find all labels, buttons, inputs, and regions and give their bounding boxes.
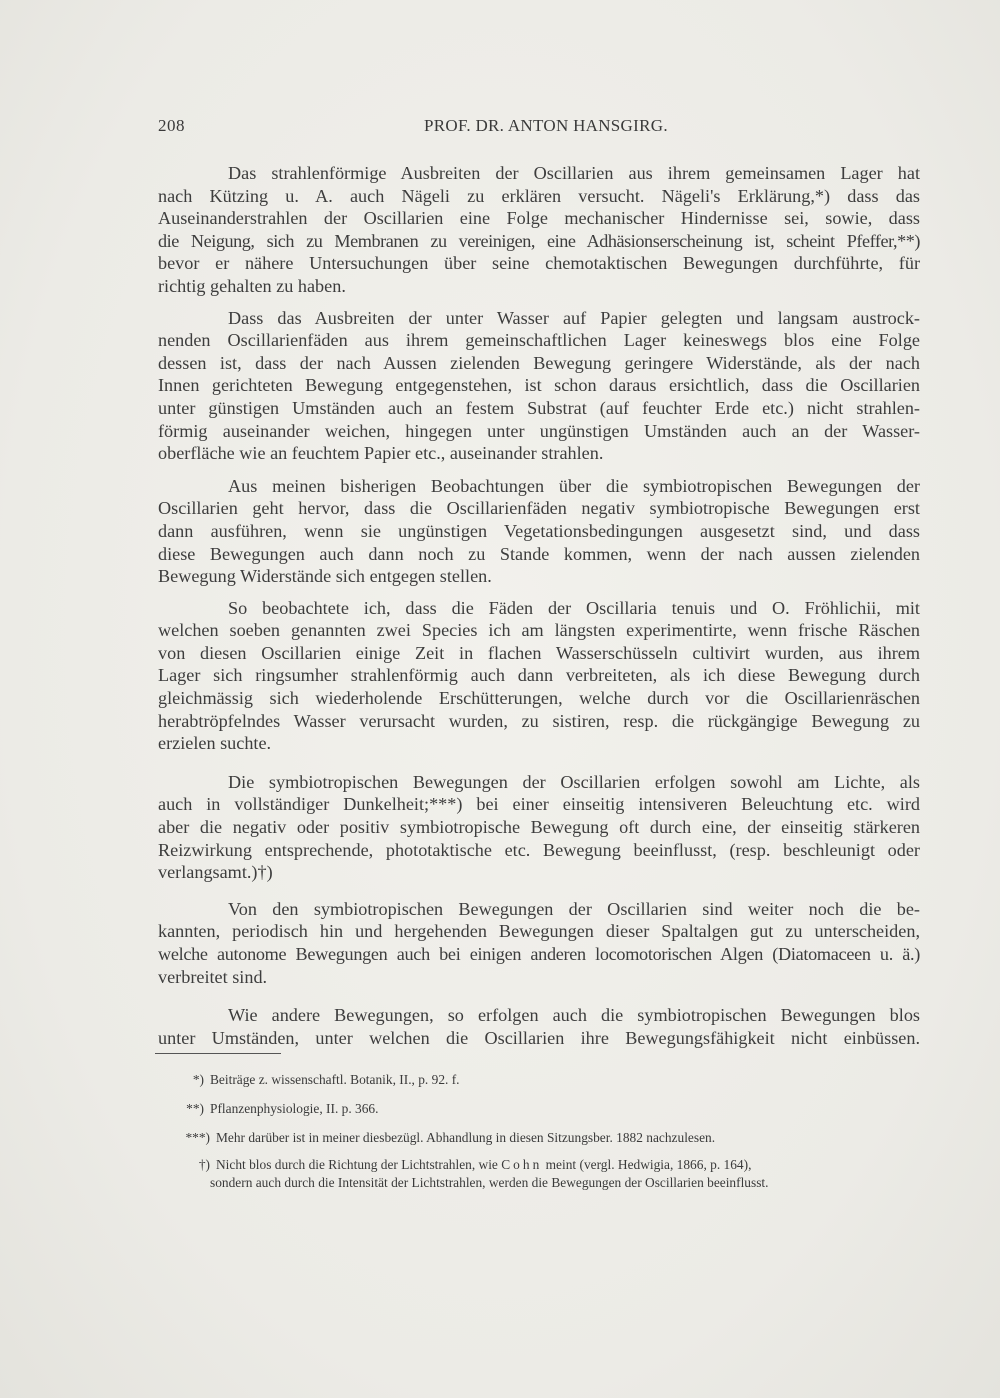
footnote-text: Beiträge z. wissenschaftl. Botanik, II., p. 92. f. (210, 1072, 460, 1087)
footnote-mark: †) (198, 1157, 210, 1172)
footnote-mark: ***) (185, 1130, 210, 1145)
text-line: verbreitet sind. (158, 966, 268, 987)
footnote-text: Pflanzenphysiologie, II. p. 366. (210, 1101, 379, 1116)
text-line: von diesen Oscillarien einige Zeit in flachen Wasserschüsseln cultivirt wurden, aus ihrem (158, 642, 920, 663)
text-line: Auseinanderstrahlen der Oscillarien eine Folge mechanischer Hindernisse sei, sowie, dass (158, 208, 920, 229)
footnote-text: Nicht blos durch die Richtung der Lichtstrahlen, wie (216, 1157, 498, 1172)
text-line: richtig gehalten zu haben. (158, 275, 346, 296)
paragraph-7 (158, 1004, 920, 1049)
text-line: herabtröpfelndes Wasser verursacht wurden, zu sistiren, resp. die rückgängige Bewegung zu (158, 710, 920, 731)
footnote (160, 1156, 920, 1192)
text-line: nenden Oscillarienfäden aus ihrem gemeinschaftlichen Lager keineswegs blos eine Folge (158, 330, 920, 351)
paragraph-3 (158, 475, 920, 588)
text-line: Bewegung Widerstände sich entgegen stellen. (158, 566, 492, 587)
text-line: erzielen suchte. (158, 733, 272, 754)
text-line: bevor er nähere Untersuchungen über seine chemotaktischen Bewegungen durchführte, für (158, 253, 920, 274)
author-name-spaced: Cohn (501, 1157, 543, 1172)
footnote-continuation: sondern auch durch die Intensität der Lichtstrahlen, werden die Bewegungen der Oscillarien beeinflusst. (210, 1175, 769, 1190)
text-line: Dass das Ausbreiten der unter Wasser auf Papier gelegten und langsam austrock- (228, 307, 920, 328)
text-line: Aus meinen bisherigen Beobachtungen über die symbiotropischen Bewegungen der (228, 475, 920, 496)
page-number: 208 (158, 116, 185, 135)
text-line: Die symbiotropischen Bewegungen der Oscillarien erfolgen sowohl am Lichte, als (228, 771, 920, 792)
text-line: verlangsamt.)†) (158, 862, 273, 883)
text-line: Innen gerichteten Bewegung entgegenstehen, ist schon daraus ersichtlich, dass die Oscillarien (158, 375, 920, 396)
text-line: förmig auseinander weichen, hingegen unter ungünstigen Umständen auch an der Wasser- (158, 420, 920, 441)
paragraph-6 (158, 898, 920, 988)
text-line: oberfläche wie an feuchtem Papier etc., auseinander strahlen. (158, 443, 604, 464)
footnote-mark: **) (186, 1101, 204, 1116)
paragraph-2 (158, 307, 920, 465)
footnote-mark: *) (192, 1072, 204, 1087)
text-line: welche autonome Bewegungen auch bei einigen anderen locomotorischen Algen (Diatomaceen u. ä.) (158, 944, 920, 964)
footnote (160, 1071, 920, 1089)
text-line: welchen soeben genannten zwei Species ich am längsten experimentirte, wenn frische Räschen (158, 620, 920, 641)
text-line: Lager sich ringsumher strahlenförmig auch dann verbreiteten, als ich diese Bewegung durch (158, 665, 920, 686)
running-head (158, 116, 918, 140)
footnote-text: Mehr darüber ist in meiner diesbezügl. Abhandlung in diesen Sitzungsber. 1882 nachzulesen. (216, 1130, 716, 1145)
paragraph-5 (158, 771, 920, 884)
text-line: kannten, periodisch hin und hergehenden Bewegungen dieser Spaltalgen gut zu unterscheiden, (158, 921, 920, 942)
footnote (160, 1100, 920, 1118)
text-line: Das strahlenförmige Ausbreiten der Oscillarien aus ihrem gemeinsamen Lager hat (228, 163, 920, 183)
text-line: aber die negativ oder positiv symbiotropische Bewegung oft durch eine, der einseitig stärkeren (158, 817, 920, 838)
text-line: nach Kützing u. A. auch Nägeli zu erklären versucht. Nägeli's Erklärung,*) dass das (158, 185, 920, 206)
header-title: PROF. DR. ANTON HANSGIRG. (424, 116, 668, 135)
text-line: dann ausführen, wenn sie ungünstigen Vegetationsbedingungen ausgesetzt sind, und dass (158, 520, 920, 541)
text-line: unter günstigen Umständen auch an festem Substrat (auf feuchter Erde etc.) nicht strahlen- (158, 397, 920, 418)
text-line: Oscillarien geht hervor, dass die Oscillarienfäden negativ symbiotropische Bewegungen erst (158, 498, 920, 519)
text-line: So beobachtete ich, dass die Fäden der Oscillaria tenuis und O. Fröhlichii, mit (228, 597, 920, 618)
body-text (158, 162, 920, 1049)
text-line: gleichmässig sich wiederholende Erschütterungen, welche durch vor die Oscillarienräschen (158, 688, 920, 709)
footnote-rule (155, 1053, 281, 1054)
text-line: Wie andere Bewegungen, so erfolgen auch die symbiotropischen Bewegungen blos (228, 1005, 920, 1026)
paragraph-4 (158, 597, 920, 755)
paragraph-1 (158, 162, 920, 298)
text-line: unter Umständen, unter welchen die Oscillarien ihre Bewegungsfähigkeit nicht einbüssen. (158, 1027, 920, 1048)
text-line: diese Bewegungen auch dann noch zu Stande kommen, wenn der nach aussen zielenden (158, 543, 920, 564)
text-line: die Neigung, sich zu Membranen zu vereinigen, eine Adhäsionserscheinung ist, scheint Pfeffer,**) (158, 230, 920, 251)
footnote-text: meint (vergl. Hedwigia, 1866, p. 164), (545, 1157, 752, 1172)
text-line: dessen ist, dass der nach Aussen zielenden Bewegung geringere Widerstände, als der nach (158, 352, 920, 373)
footnote (160, 1129, 920, 1147)
text-line: auch in vollständiger Dunkelheit;***) bei einer einseitig intensiveren Beleuchtung etc. wird (158, 794, 920, 815)
text-line: Von den symbiotropischen Bewegungen der Oscillarien sind weiter noch die be- (228, 898, 920, 919)
text-line: Reizwirkung entsprechende, phototaktische etc. Bewegung beeinflusst, (resp. beschleunigt oder (158, 839, 920, 860)
footnotes (160, 1071, 920, 1203)
